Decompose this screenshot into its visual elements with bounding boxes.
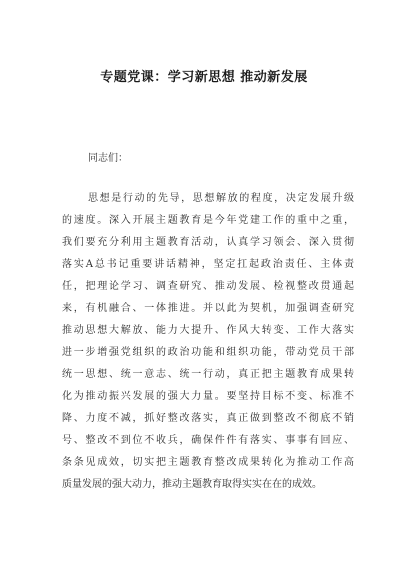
document-title: 专题党课：学习新思想 推动新发展 — [100, 70, 308, 85]
paragraph-line: 的速度。深入开展主题教育是今年党建工作的重中之重， — [62, 215, 354, 226]
paragraph-line: 思想是行动的先导，思想解放的程度，决定发展升级 — [88, 193, 354, 204]
paragraph-line: 统一思想、统一意志、统一行动，真正把主题教育成果转 — [62, 369, 354, 380]
paragraph-line: 条条见成效，切实把主题教育整改成果转化为推动工作高 — [62, 457, 354, 468]
paragraph-line: 降、力度不减，抓好整改落实，真正做到整改不彻底不销 — [62, 413, 354, 424]
paragraph-line: 进一步增强党组织的政治功能和组织功能，带动党员干部 — [62, 347, 354, 358]
body-paragraph — [62, 188, 354, 496]
paragraph-line: 我们要充分利用主题教育活动，认真学习领会、深入贯彻 — [62, 237, 354, 248]
paragraph-line: 号、整改不到位不收兵，确保件件有落实、事事有回应、 — [62, 435, 354, 446]
paragraph-line: 化为推动振兴发展的强大力量。要坚持目标不变、标准不 — [62, 391, 354, 402]
paragraph-line: 推动思想大解放、能力大提升、作风大转变、工作大落实 — [62, 325, 354, 336]
paragraph-line: 来，有机融合、一体推进。并以此为契机，加强调查研究 — [62, 303, 354, 314]
paragraph-line: 任，把理论学习、调查研究、推动发展、检视整改贯通起 — [62, 281, 354, 292]
paragraph-line: 落实A总书记重要讲话精神，坚定扛起政治责任、主体责 — [62, 259, 354, 270]
paragraph-line: 质量发展的强大动力，推动主题教育取得实实在在的成效。 — [62, 479, 322, 490]
salutation: 同志们： — [88, 153, 128, 164]
